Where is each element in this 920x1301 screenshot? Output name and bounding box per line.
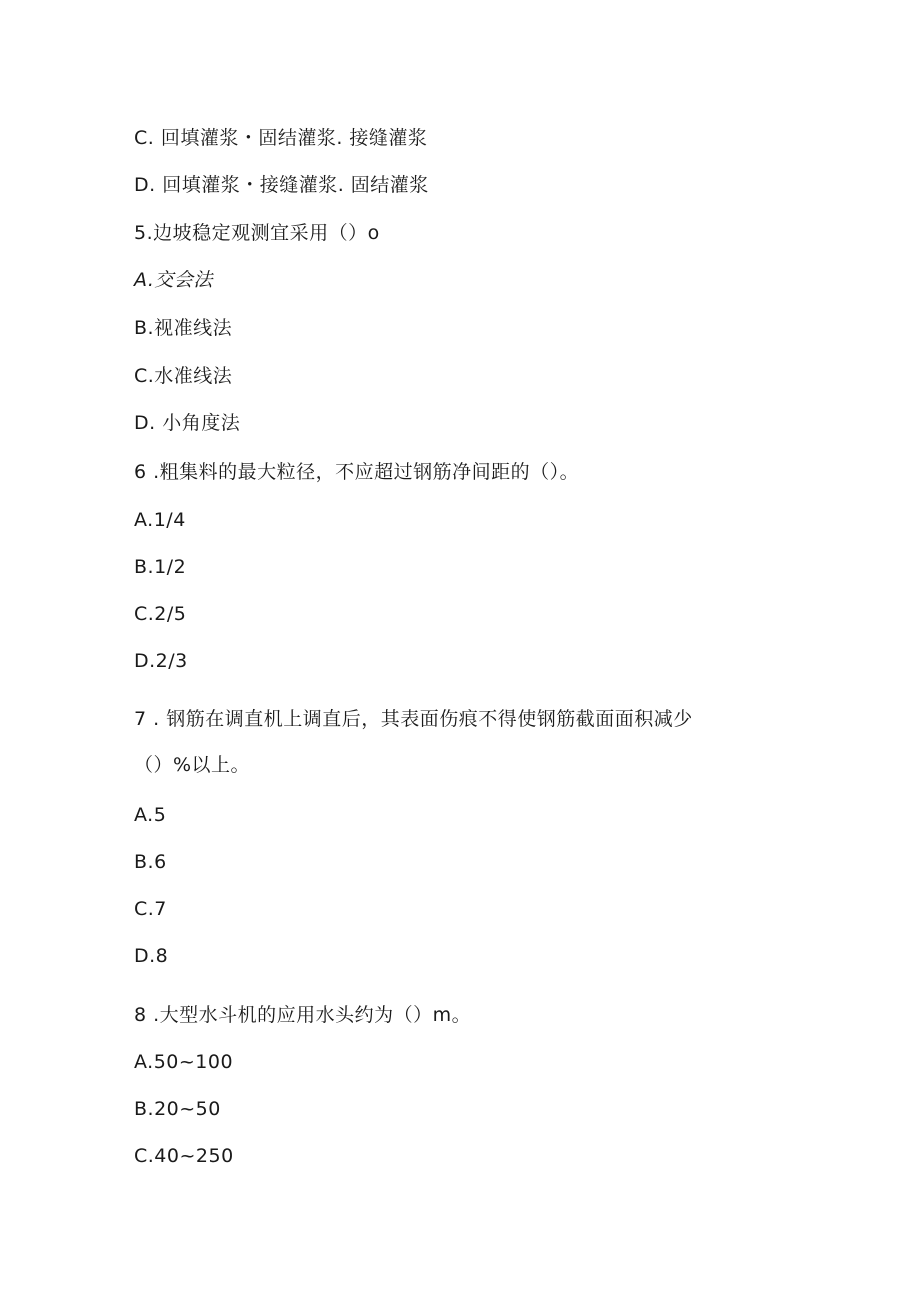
option-7c: C.7 [134,898,167,920]
question-7-line-1: 7 . 钢筋在调直机上调直后，其表面伤痕不得使钢筋截面面积减少 [134,708,693,730]
question-5: 5.边坡稳定观测宜采用（）o [134,222,380,244]
option-5d: D. 小角度法 [134,412,241,434]
option-8a: A.50~100 [134,1051,234,1073]
question-7-line-2: （）%以上。 [134,754,251,776]
option-7b: B.6 [134,851,167,873]
option-5b: B.视准线法 [134,317,233,339]
option-7d: D.8 [134,945,169,967]
option-6d: D.2/3 [134,650,188,672]
option-7a: A.5 [134,804,167,826]
option-4d: D. 回填灌浆・接缝灌浆. 固结灌浆 [134,174,429,196]
option-4c: C. 回填灌浆・固结灌浆. 接缝灌浆 [134,127,428,149]
option-6b: B.1/2 [134,556,187,578]
option-8b: B.20~50 [134,1098,221,1120]
option-6a: A.1/4 [134,509,186,531]
option-5c: C.水准线法 [134,365,233,387]
option-6c: C.2/5 [134,603,187,625]
option-5a: A.交会法 [134,269,213,291]
question-8: 8 .大型水斗机的应用水头约为（）m。 [134,1004,472,1026]
option-8c: C.40~250 [134,1145,234,1167]
question-6: 6 .粗集料的最大粒径，不应超过钢筋净间距的（）。 [134,461,580,483]
